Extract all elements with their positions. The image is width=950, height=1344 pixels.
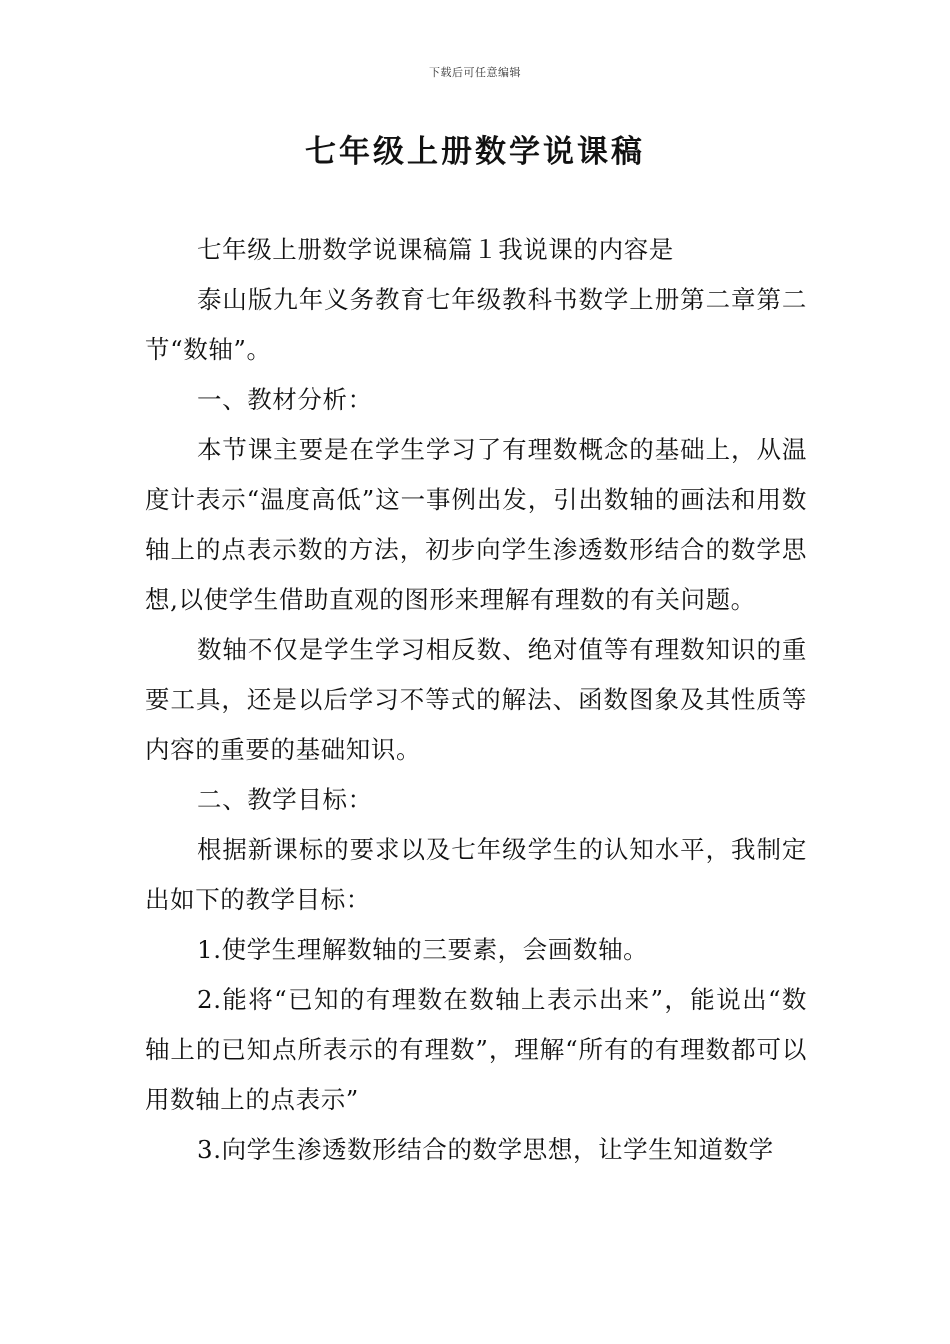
paragraph-intro: 七年级上册数学说课稿篇１我说课的内容是 — [197, 235, 674, 264]
paragraph-content: 泰山版九年义务教育七年级教科书数学上册第二章第二节“数轴”。 — [145, 285, 807, 364]
section-heading-teaching-goals: 二、教学目标： — [197, 785, 373, 814]
paragraph-number-line-importance: 数轴不仅是学生学习相反数、绝对值等有理数知识的重要工具，还是以后学习不等式的解法、函数图象及其性质等内容的重要的基础知识。 — [145, 635, 807, 764]
paragraph-material-analysis: 本节课主要是在学生学习了有理数概念的基础上，从温度计表示“温度高低”这一事例出发，引出数轴的画法和用数轴上的点表示数的方法，初步向学生渗透数形结合的数学思想,以使学生借助直观的图形来理解有理数的有关问题。 — [145, 435, 807, 614]
document-body — [145, 225, 807, 1175]
goal-item-3: 3.向学生渗透数形结合的数学思想，让学生知道数学 — [197, 1135, 774, 1164]
header-note: 下载后可任意编辑 — [429, 66, 521, 79]
goal-item-1: 1.使学生理解数轴的三要素，会画数轴。 — [197, 935, 649, 964]
goal-item-2: 2.能将“已知的有理数在数轴上表示出来”，能说出“数轴上的已知点所表示的有理数”，理解“所有的有理数都可以用数轴上的点表示” — [145, 985, 807, 1114]
document-title: 七年级上册数学说课稿 — [305, 134, 645, 170]
paragraph-goals-intro: 根据新课标的要求以及七年级学生的认知水平，我制定出如下的教学目标： — [145, 835, 807, 914]
section-heading-material-analysis: 一、教材分析： — [197, 385, 373, 414]
